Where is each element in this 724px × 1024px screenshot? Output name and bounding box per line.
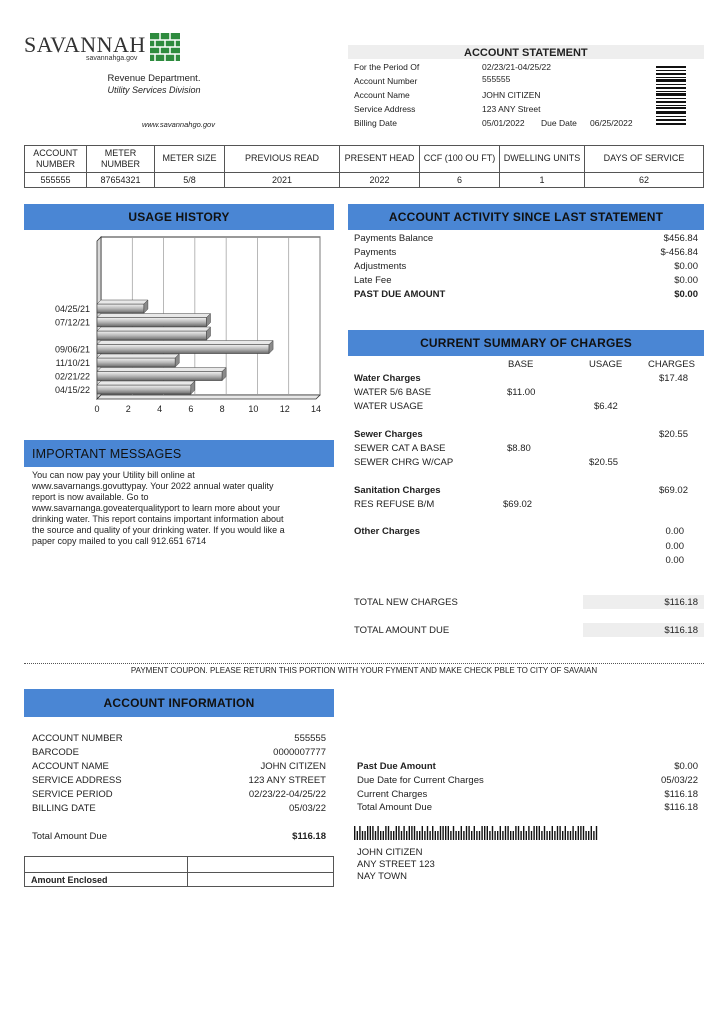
addr-label: Service Address xyxy=(354,104,416,114)
meter-header-cell: CCF (100 OU FT) xyxy=(420,146,500,173)
y-category-label: 09/06/21 xyxy=(54,344,90,355)
activity-label: Adjustments xyxy=(354,261,407,272)
logo-url: savannahga.gov xyxy=(86,55,138,62)
dept-line2: Utility Services Division xyxy=(107,85,201,95)
message-line: paper copy mailed to you call 912.651 6714 xyxy=(32,536,207,546)
col-usage: USAGE xyxy=(589,359,623,370)
info-label: SERVICE ADDRESS xyxy=(32,775,122,786)
due-value: 06/25/2022 xyxy=(590,118,633,128)
meter-header-cell: DAYS OF SERVICE xyxy=(585,146,704,173)
usage-bar-top xyxy=(97,354,179,358)
info-label: BARCODE xyxy=(32,747,79,758)
meter-value-cell: 87654321 xyxy=(87,173,155,188)
amount-enclosed-input[interactable] xyxy=(188,873,334,887)
water-base-value: $11.00 xyxy=(507,387,536,398)
coupon-current-label: Current Charges xyxy=(357,789,428,800)
name-label: Account Name xyxy=(354,90,410,100)
summary-title: CURRENT SUMMARY OF CHARGES xyxy=(420,336,632,350)
acct-value: 555555 xyxy=(482,74,511,84)
past-due-label: PAST DUE AMOUNT xyxy=(354,289,446,300)
coupon-current-value: $116.18 xyxy=(664,789,698,800)
usage-bar-top xyxy=(97,341,273,345)
sewer-usage-value: $20.55 xyxy=(589,457,619,468)
activity-value: $456.84 xyxy=(663,233,698,244)
x-tick-label: 12 xyxy=(279,404,290,414)
other-value: 0.00 xyxy=(665,526,684,537)
water-usage-value: $6.42 xyxy=(594,401,618,412)
amount-enclosed-label: Amount Enclosed xyxy=(31,875,108,885)
message-line: You can now pay your Utility bill online at xyxy=(32,470,195,480)
coupon-due-date-label: Due Date for Current Charges xyxy=(357,775,484,786)
usage-bar xyxy=(97,372,222,381)
messages-body xyxy=(32,470,285,547)
meter-value-cell: 2021 xyxy=(225,173,340,188)
info-total-label: Total Amount Due xyxy=(32,831,107,842)
dept-line1: Revenue Department. xyxy=(107,73,201,84)
message-line: report is now available. Go to xyxy=(32,492,149,502)
usage-bar-top xyxy=(97,314,211,318)
col-base: BASE xyxy=(508,359,534,370)
activity-title-bar xyxy=(348,204,704,230)
message-line: www.savarnangs.govuttypay. Your 2022 annual water quality xyxy=(32,481,274,491)
total-due-value: $116.18 xyxy=(664,625,698,636)
account-info-title: ACCOUNT INFORMATION xyxy=(103,696,255,710)
summary-title-bar xyxy=(348,330,704,356)
past-due-value: $0.00 xyxy=(674,289,698,300)
meter-header-cell: ACCOUNT NUMBER xyxy=(25,146,87,173)
info-value: JOHN CITIZEN xyxy=(260,761,326,772)
activity-label: Payments xyxy=(354,247,397,258)
meter-header-cell: METER SIZE xyxy=(155,146,225,173)
meter-header-cell: PREVIOUS READ xyxy=(225,146,340,173)
usage-bar-top xyxy=(97,327,211,331)
activity-value: $-456.84 xyxy=(660,247,698,258)
mail-addr-line: ANY STREET 123 xyxy=(357,859,435,870)
activity-label: Late Fee xyxy=(354,275,392,286)
usage-bar-top xyxy=(97,300,148,304)
other-value: 0.00 xyxy=(665,541,684,552)
meter-header-cell: METER NUMBER xyxy=(87,146,155,173)
info-label: BILLING DATE xyxy=(32,803,96,814)
bill-label: Billing Date xyxy=(354,118,397,128)
x-tick-label: 4 xyxy=(157,404,163,414)
info-label: SERVICE PERIOD xyxy=(32,789,113,800)
coupon-due-date-value: 05/03/22 xyxy=(661,775,698,786)
amount-enclosed-box xyxy=(24,856,334,887)
usage-title: USAGE HISTORY xyxy=(128,210,230,224)
period-value: 02/23/21-04/25/22 xyxy=(482,62,552,72)
info-value: 0000007777 xyxy=(273,747,326,758)
coupon-total-label: Total Amount Due xyxy=(357,802,432,813)
coupon-total-value: $116.18 xyxy=(664,802,698,813)
logo-brick-icon xyxy=(150,33,180,61)
usage-bar xyxy=(97,304,144,313)
info-value: 05/03/22 xyxy=(289,803,326,814)
usage-chart xyxy=(24,232,334,418)
total-new-label: TOTAL NEW CHARGES xyxy=(354,597,458,608)
sewer-total: $20.55 xyxy=(658,429,688,440)
y-category-label: 04/15/22 xyxy=(54,385,90,395)
message-line: the source and quality of your drinking water. If you would like a xyxy=(32,525,285,535)
usage-bar xyxy=(97,358,175,367)
usage-bar-top xyxy=(97,368,226,372)
account-info-title-bar xyxy=(24,689,334,717)
message-line: drinking water. This report contains important information about xyxy=(32,514,284,524)
refuse-value: $69.02 xyxy=(503,499,533,510)
x-tick-label: 6 xyxy=(188,404,194,414)
statement-title: ACCOUNT STATEMENT xyxy=(464,47,588,59)
total-new-box xyxy=(583,595,704,609)
due-label: Due Date xyxy=(541,118,577,128)
messages-title: IMPORTANT MESSAGES xyxy=(32,446,182,461)
sanit-label: Sanitation Charges xyxy=(354,485,441,496)
y-category-label: 04/25/21 xyxy=(54,304,90,314)
website: www.savannahgo.gov xyxy=(142,120,215,129)
bill-value: 05/01/2022 xyxy=(482,118,525,128)
total-due-label: TOTAL AMOUNT DUE xyxy=(354,625,450,636)
coupon-past-due-value: $0.00 xyxy=(674,761,698,772)
postal-barcode-icon xyxy=(354,826,599,840)
acct-label: Account Number xyxy=(354,76,418,86)
coupon-divider xyxy=(24,663,704,664)
usage-title-bar xyxy=(24,204,334,230)
water-total: $17.48 xyxy=(658,373,688,384)
x-tick-label: 10 xyxy=(248,404,259,414)
name-value: JOHN CITIZEN xyxy=(482,90,541,100)
mail-addr-line: JOHN CITIZEN xyxy=(357,847,423,858)
water-base-label: WATER 5/6 BASE xyxy=(354,387,432,398)
y-category-label: 11/10/21 xyxy=(55,358,90,368)
y-category-label: 07/12/21 xyxy=(54,317,90,328)
activity-value: $0.00 xyxy=(674,261,698,272)
x-tick-label: 8 xyxy=(219,404,225,414)
x-tick-label: 2 xyxy=(125,404,131,414)
period-label: For the Period Of xyxy=(354,62,420,72)
sewer-label: Sewer Charges xyxy=(354,429,423,440)
water-usage-label: WATER USAGE xyxy=(354,401,424,412)
total-new-value: $116.18 xyxy=(664,597,698,608)
y-category-label: 02/21/22 xyxy=(54,371,90,382)
activity-label: Payments Balance xyxy=(354,233,434,244)
activity-title: ACCOUNT ACTIVITY SINCE LAST STATEMENT xyxy=(388,210,664,224)
chart-floor xyxy=(97,395,320,399)
sewer-base-value: $8.80 xyxy=(507,443,531,454)
vertical-barcode-icon xyxy=(656,66,686,126)
info-label: ACCOUNT NAME xyxy=(32,761,109,772)
coupon-past-due-label: Past Due Amount xyxy=(357,761,436,772)
meter-header-cell: DWELLING UNITS xyxy=(500,146,585,173)
activity-value: $0.00 xyxy=(674,275,698,286)
meter-header-cell: PRESENT HEAD xyxy=(340,146,420,173)
coupon-text: PAYMENT COUPON. PLEASE RETURN THIS PORTION WITH YOUR FYMENT AND MAKE CHECK PBLE TO CITY OF SAVAIAN xyxy=(130,666,598,675)
usage-bar xyxy=(97,345,269,354)
refuse-label: RES REFUSE B/M xyxy=(354,499,435,510)
usage-bar xyxy=(97,318,207,327)
logo xyxy=(24,32,184,66)
x-tick-label: 0 xyxy=(94,404,100,414)
mail-addr-line: NAY TOWN xyxy=(357,871,407,882)
water-label: Water Charges xyxy=(354,373,421,384)
usage-bar xyxy=(97,385,191,394)
info-total-value: $116.18 xyxy=(292,831,326,842)
other-value: 0.00 xyxy=(665,555,684,566)
meter-value-cell: 1 xyxy=(500,173,585,188)
meter-value-cell: 5/8 xyxy=(155,173,225,188)
meter-value-cell: 2022 xyxy=(340,173,420,188)
sewer-base-label: SEWER CAT A BASE xyxy=(354,443,446,454)
info-label: ACCOUNT NUMBER xyxy=(32,733,123,744)
info-value: 123 ANY STREET xyxy=(248,775,326,786)
usage-bar-top xyxy=(97,381,195,385)
meter-value-cell: 555555 xyxy=(25,173,87,188)
other-label: Other Charges xyxy=(354,526,420,537)
meter-value-cell: 62 xyxy=(585,173,704,188)
messages-title-bar xyxy=(24,440,334,467)
sanit-total: $69.02 xyxy=(658,485,688,496)
statement-title-bar xyxy=(348,45,704,59)
message-line: www.savarnanga.goveaterqualityport to learn more about your xyxy=(32,503,281,513)
info-value: 02/23/22-04/25/22 xyxy=(248,789,326,800)
usage-bar xyxy=(97,331,207,340)
meter-table xyxy=(24,145,704,188)
logo-text: SAVANNAH xyxy=(24,32,146,57)
meter-value-cell: 6 xyxy=(420,173,500,188)
total-due-box xyxy=(583,623,704,637)
addr-value: 123 ANY Street xyxy=(482,104,541,114)
sewer-usage-label: SEWER CHRG W/CAP xyxy=(354,457,454,468)
x-tick-label: 14 xyxy=(310,404,322,414)
info-value: 555555 xyxy=(294,733,326,744)
col-charges: CHARGES xyxy=(648,359,695,370)
